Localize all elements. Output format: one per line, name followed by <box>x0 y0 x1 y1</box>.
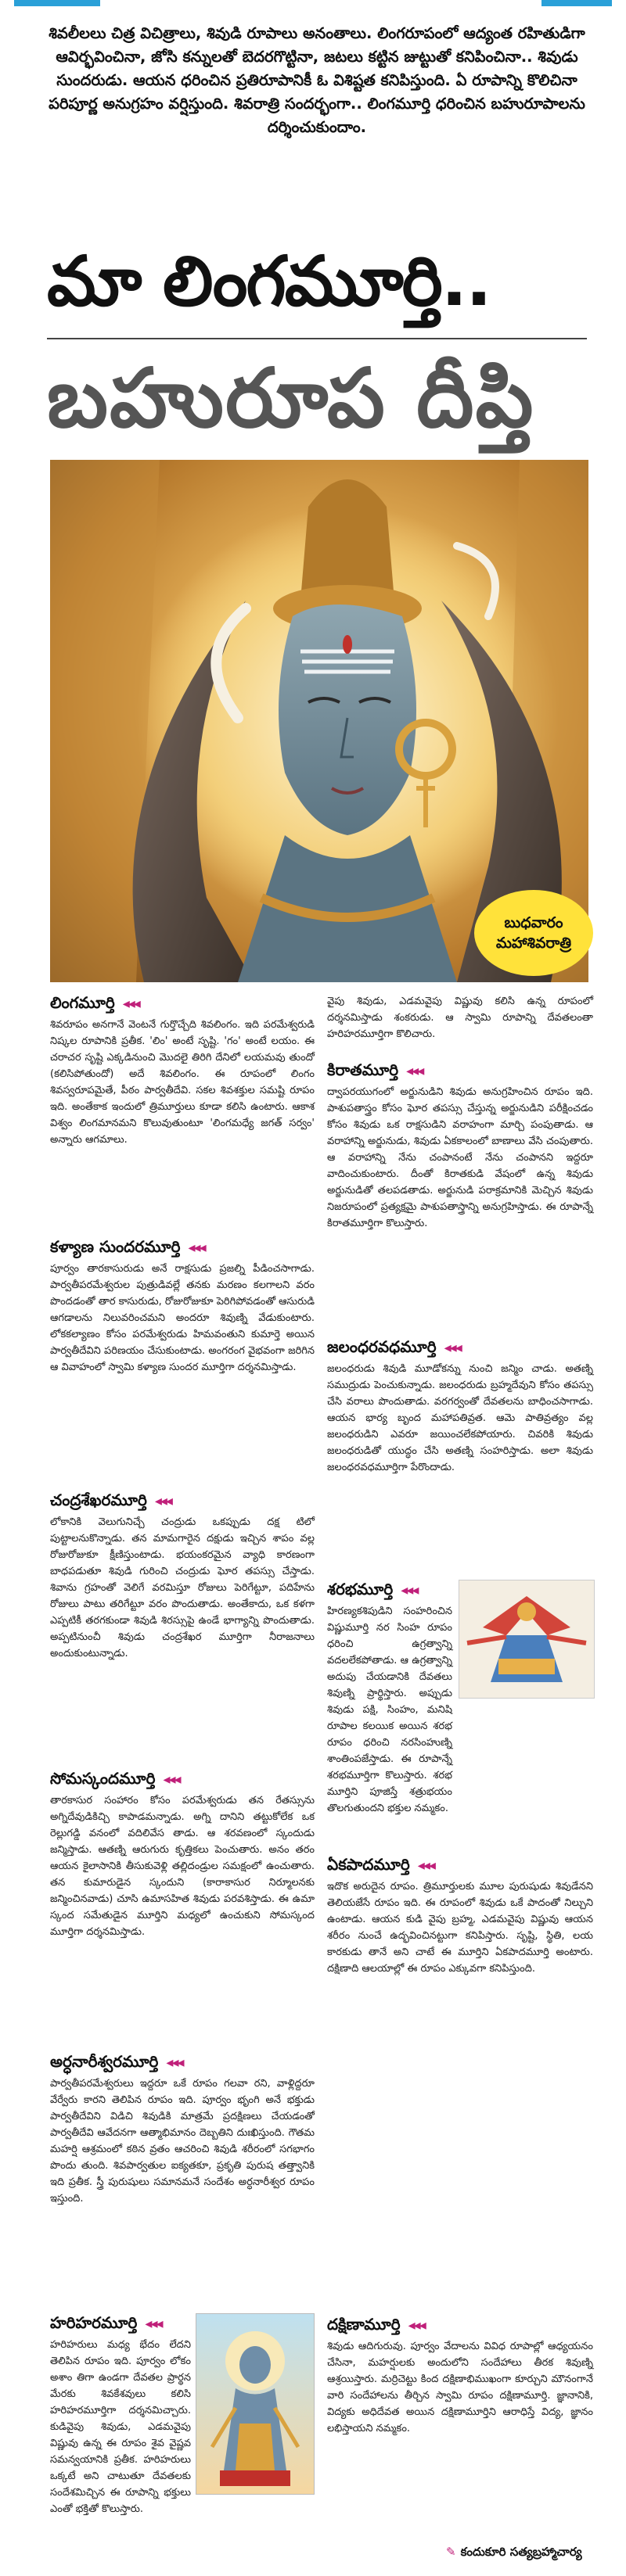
pen-icon: ✎ <box>446 2545 456 2559</box>
arrows-icon: ◂◂◂ <box>417 1857 434 1874</box>
section-body: లోకానికి వెలుగునిచ్చే చంద్రుడు ఒకప్పుడు దక్ష టిలో పుట్టాలనుకొన్నాడు. తన మామగారైన దక్షుడు ఇచ్చిన శాపం వల్ల రోజురోజుకూ క్షీణిస్తుంటాడు. భయంకరమైన వ్యాధి కారణంగా బాధపడుతూ శివుడి గురించి చంద్రుడు ఘోర తపస్సు చేస్తాడు. శివాను గ్రహంతో వెలిగే వరమిస్తూ రోజులు పెరిగేట్టూ, పదిహేను రోజులు పాటు తరిగేట్టూ వరం పొందుతాడు. అంతేకాదు, ఒక కళగా ఎప్పటికీ తరగకుండా శివుడి శిరస్సుపై ఉండే భాగ్యాన్ని పొందుతాడు. అప్పటినుంచీ శివుడు చంద్రశేఖర మూర్తిగా నీరాజనాలు అందుకుంటున్నాడు. <box>50 1516 315 1659</box>
arrows-icon: ◂◂◂ <box>188 1240 205 1256</box>
section-title: అర్ధనారీశ్వరమూర్తి <box>50 2052 159 2071</box>
section-body: ద్వాపరయుగంలో అర్జునుడిని శివుడు అనుగ్రహించిన రూపం ఇది. పాశుపతాస్త్రం కోసం ఘోర తపస్సు చేస్తున్న అర్జునుడిని పరీక్షించడం కోసం శివుడు ఒక రాక్షసుడిని వరాహంగా మార్చి పంపుతాడు. ఆ వరాహాన్ని అర్జునుడు, శివుడు ఏకకాలంలో బాణాలు వేసి చంపుతారు. ఆ వరాహాన్ని నేను చంపానంటే నేను చంపానని ఇద్దరూ వాదించుకుంటారు. దీంతో కిరాతకుడి వేషంలో ఉన్న శివుడు అర్జునుడితో తలపడతాడు. అర్జునుడి పరాక్రమానికి మెచ్చిన శివుడు నిజరూపంలో ప్రత్యక్షమై పాశుపతాస్త్రాన్ని అనుగ్రహిస్తాడు. ఈ రూపాన్నే కిరాతమూర్తిగా కొలుస్తారు. <box>327 1086 593 1229</box>
arrows-icon: ◂◂◂ <box>444 1340 461 1356</box>
section-kiratamurthy <box>327 1059 593 1232</box>
date-badge <box>474 890 593 976</box>
section-title: సోమస్కందమూర్తి <box>50 1769 156 1788</box>
section-body: తారకాసుర సంహారం కోసం పరమేశ్వరుడు తన రేతస్సును అగ్నిదేవుడికిచ్చి కాపాడమన్నాడు. అగ్ని దానిని తట్టుకోలేక ఒక రెల్లుగడ్డి వనంలో వదిలివేస తాడు. ఆ శరవణంలో స్కందుడు జన్మిస్తాడు. ఆతణ్ని ఆరుగురు కృత్తికలు పెంచుతారు. అనం తరం ఆయన కైలాసానికి తీసుకువెళ్లి తల్లిదండ్రుల సమక్షంలో ఉంచుతారు. తన కుమారుడైన స్కందుని (కారాకాసుర నిర్మూలనకు జన్మించినవాడు) చూసి ఉమాసహిత శివుడు పరవశిస్తాడు. ఈ ఉమా స్కంద సమేతుడైన మూర్తిని మధ్యలో ఉంచుకుని సోమస్కంద మూర్తిగా దర్శనమిస్తాడు. <box>50 1795 315 1938</box>
headline-line1: మా లింగమూర్తి.. <box>47 241 491 321</box>
section-ardhanareeswaramurthy <box>50 2050 315 2207</box>
harihara-image <box>196 2313 315 2495</box>
section-title: శరభమూర్తి <box>327 1580 394 1598</box>
arrows-icon: ◂◂◂ <box>154 1493 171 1509</box>
section-body: పార్వతీపరమేశ్వరులు ఇద్దరూ ఒకే రూపం గలవా రని, వాళ్లిద్దరూ వేర్వేరు కారని తెలిపిన రూపం ఇది. పూర్వం భృంగి అనే భక్తుడు పార్వతీదేవిని విడిచి శివుడికి మాత్రమే ప్రదక్షిణలు చేయడంతో పార్వతీదేవి ఆవేదనగా ఆత్మాభిమానం దెబ్బతిని దుఃఖిస్తుంది. గౌతమ మహర్షి ఆశ్రమంలో కఠిన వ్రతం ఆచరించి శివుడి శరీరంలో సగభాగం పొందు తుంది. శివపార్వతుల ఐక్యతకూ, ప్రకృతి పురుష తత్త్వానికి ఇది ప్రతీక. స్త్రీ పురుషులు సమానమనే సందేశం అర్ధనారీశ్వర రూపం ఇస్తుంది. <box>50 2078 315 2205</box>
headline-rule <box>47 338 587 339</box>
headline-line2: బహురూప దీప్తి <box>47 350 535 446</box>
section-ekapadamurthy <box>327 1853 593 1977</box>
section-body: హిరణ్యకశిపుడిని సంహరించిన విష్ణుమూర్తి నర సింహ రూపం ధరించి ఉగ్రత్వాన్ని వదలలేకపోతాడు. ఆ ఉగ్రత్వాన్ని అదుపు చేయడానికి దేవతలు శివుణ్ని ప్రార్థిస్తారు. అప్పుడు శివుడు పక్షి, సింహం, మనిషి రూపాల కలయిక అయిన శరభ రూపం ధరించి నరసింహుణ్ని శాంతింపజేస్తాడు. ఈ రూపాన్నే శరభమూర్తిగా కొలుస్తారు. శరభ మూర్తిని పూజిస్తే శత్రుభయం తొలగుతుందని భక్తుల నమ్మకం. <box>327 1606 452 1814</box>
badge-day: బుధవారం <box>504 914 563 931</box>
arrows-icon: ◂◂◂ <box>122 996 139 1012</box>
section-body: ఇదొక అరుదైన రూపం. త్రిమూర్తులకు మూల పురుషుడు శివుడేనని తెలియజేసే రూపం ఇది. ఈ రూపంలో శివుడు ఒకే పాదంతో నిల్చుని ఉంటాడు. ఆయన కుడి వైపు బ్రహ్మ, ఎడమవైపు విష్ణువు ఆయన శరీరం నుంచే ఉద్భవించినట్టుగా కనిపిస్తారు. సృష్టి, స్థితి, లయ కారకుడు తానే అని చాటే ఈ మూర్తిని ఏకపాదమూర్తి అంటారు. దక్షిణాది ఆలయాల్లో ఈ రూపం ఎక్కువగా కనిపిస్తుంది. <box>327 1881 593 1975</box>
section-title: లింగమూర్తి <box>50 993 115 1012</box>
arrows-icon: ◂◂◂ <box>163 1771 180 1788</box>
arrows-icon: ◂◂◂ <box>408 2317 425 2334</box>
author-credit <box>446 2545 582 2562</box>
section-somaskandamurthy <box>50 1767 315 1940</box>
section-title: ఏకపాదమూర్తి <box>327 1855 410 1874</box>
section-title: కళ్యాణ సుందరమూర్తి <box>50 1237 181 1256</box>
section-dakshinamurthy <box>327 2313 593 2437</box>
harihara-figure-art <box>196 2314 314 2494</box>
section-jalandharavadhamurthy <box>327 1336 593 1476</box>
badge-festival: మహాశివరాత్రి <box>495 935 572 952</box>
section-body: శివుడు ఆదిగురువు. పూర్వం వేదాలను వివిధ రూపాల్లో ఆధ్యయనం చేసినా, మహర్షులకు అందులోని సందేహాలు తీరక శివుణ్ని ఆశ్రయిస్తారు. మర్రిచెట్టు కింద దక్షిణాభిముఖంగా కూర్చుని మౌనంగానే వారి సందేహాలను తీర్చిన స్వామి రూపం దక్షిణామూర్తి. జ్ఞానానికి, విద్యకు అధిదేవత అయిన దక్షిణామూర్తిని ఆరాధిస్తే విద్య, జ్ఞానం లభిస్తాయని నమ్మకం. <box>327 2341 593 2434</box>
top-accent-bar-left <box>14 0 100 6</box>
section-harihara-continued <box>327 992 593 1042</box>
arrows-icon: ◂◂◂ <box>401 1582 418 1598</box>
section-title: హరిహరమూర్తి <box>50 2313 138 2332</box>
section-body: పూర్వం తారకాసురుడు అనే రాక్షసుడు ప్రజల్ని పీడించసాగాడు. పార్వతీపరమేశ్వరుల పుత్రుడివల్లే తనకు మరణం కలగాలని వరం పొందడంతో తార కాసురుడు, రోజురోజుకూ పెరిగిపోవడంతో ఆసురుడి ఆగడాలను నిలువరించమని అందరూ శివుణ్ని వేడుకుంటారు. లోకకల్యాణం కోసం పరమేశ్వరుడు హిమవంతుని కుమార్తె అయిన పార్వతీదేవిని పరిణయం చేసుకుంటాడు. అంగరంగ వైభవంగా జరిగిన ఆ వివాహంలో స్వామి కళ్యాణ సుందర మూర్తిగా దర్శనమిస్తాడు. <box>50 1263 315 1373</box>
arrows-icon: ◂◂◂ <box>145 2316 162 2332</box>
section-hariharamurthy <box>50 2312 191 2517</box>
section-body: వైపు శివుడు, ఎడమవైపు విష్ణువు కలిసి ఉన్న రూపంలో దర్శనమిస్తాడు శంకరుడు. ఆ స్వామి రూపాన్ని దేవతలంతా హరిహరమూర్తిగా కొలిచారు. <box>327 996 593 1040</box>
intro-paragraph: శివలీలలు చిత్ర విచిత్రాలు, శివుడి రూపాలు అనంతాలు. లింగరూపంలో ఆద్యంత రహితుడిగా ఆవిర్భవించినా, జోసి కన్నులతో బెదరగొట్టినా, జటలు కట్టిన జుట్టుతో కనిపించినా.. శివుడు సుందరుడు. ఆయన ధరించిన ప్రతిరూపానికీ ఓ విశిష్టత కనిపిస్తుంది. ఏ రూపాన్ని కొలిచినా పరిపూర్ణ అనుగ్రహం వర్షిస్తుంది. శివరాత్రి సందర్భంగా.. లింగమూర్తి ధరించిన బహురూపాలను దర్శించుకుందాం. <box>49 24 585 136</box>
section-chandrasekharamurthy <box>50 1489 315 1662</box>
section-lingamurthy <box>50 992 315 1148</box>
section-title: చంద్రశేఖరమూర్తి <box>50 1491 147 1509</box>
arrows-icon: ◂◂◂ <box>406 1063 423 1079</box>
author-name: కందుకూరి సత్యబ్రహ్మాచార్య <box>460 2545 582 2559</box>
section-body: హరిహరులు మధ్య భేదం లేదని తెలిపిన రూపం ఇది. పూర్వం లోకం అశాం తిగా ఉండగా దేవతల ప్రార్థన మేరకు శివకేశవులు కలిసి హరిహరమూర్తిగా దర్శనమిచ్చారు. కుడివైపు శివుడు, ఎడమవైపు విష్ణువు ఉన్న ఈ రూపం శైవ వైష్ణవ సమన్వయానికి ప్రతీక. హరిహరులు ఒక్కటే అని చాటుతూ దేవతలకు సందేశమిచ్చిన ఈ రూపాన్ని భక్తులు ఎంతో భక్తితో కొలుస్తారు. <box>50 2339 191 2515</box>
sarabha-figure-art <box>459 1580 594 1698</box>
section-title: దక్షిణామూర్తి <box>327 2315 401 2334</box>
section-title: కిరాతమూర్తి <box>327 1060 399 1079</box>
arrows-icon: ◂◂◂ <box>166 2054 183 2071</box>
section-body: శివరూపం అనగానే వెంటనే గుర్తొచ్చేది శివలింగం. ఇది పరమేశ్వరుడి నిష్కల రూపానికి ప్రతీక. 'లిం' అంటే సృష్టి. 'గం' అంటే లయం. ఈ చరాచర సృష్టి ఎక్కడినుంచి మొదలై తిరిగి దేనిలో లయమవు తుందో (కలిసిపోతుందో) అదే శివలింగం. ఈ రూపంలో లింగం శివస్వరూపమైతే, పీఠం పార్వతీదేవి. సకల శివశక్తుల సమష్టి రూపం ఇది. అంతేకాక ఇందులో త్రిమూర్తులు కూడా కలిసి ఉంటారు. ఆకాశ విశ్వం లింగమానమని కొలువుతుంటూ 'లింగమధ్యే జగత్ సర్వం' అన్నారు ఆగమాలు. <box>50 1019 315 1146</box>
top-accent-bar-right <box>541 0 612 6</box>
sarabha-image <box>459 1580 595 1699</box>
section-kalyanasundaramurthy <box>50 1236 315 1376</box>
section-body: జలంధరుడు శివుడి మూడోకన్ను నుంచి జన్మిం చాడు. అతణ్ని సముద్రుడు పెంచుకున్నాడు. జలంధరుడు బ్రహ్మదేవుని కోసం తపస్సు చేసి వరాలు పొందుతాడు. వరగర్వంతో దేవతలను బాధించసాగాడు. ఆయన భార్య బృంద మహాపతివ్రత. ఆమె పాతివ్రత్యం వల్ల జలంధరుడిని ఎవరూ జయించలేకపోయారు. చివరికి శివుడు జలంధరుడితో యుద్ధం చేసి అతణ్ని సంహరిస్తాడు. అలా శివుడు జలంధరవధమూర్తిగా పేరొందాడు. <box>327 1363 593 1473</box>
section-sarabhamurthy <box>327 1578 452 1817</box>
section-title: జలంధరవధమూర్తి <box>327 1337 437 1356</box>
